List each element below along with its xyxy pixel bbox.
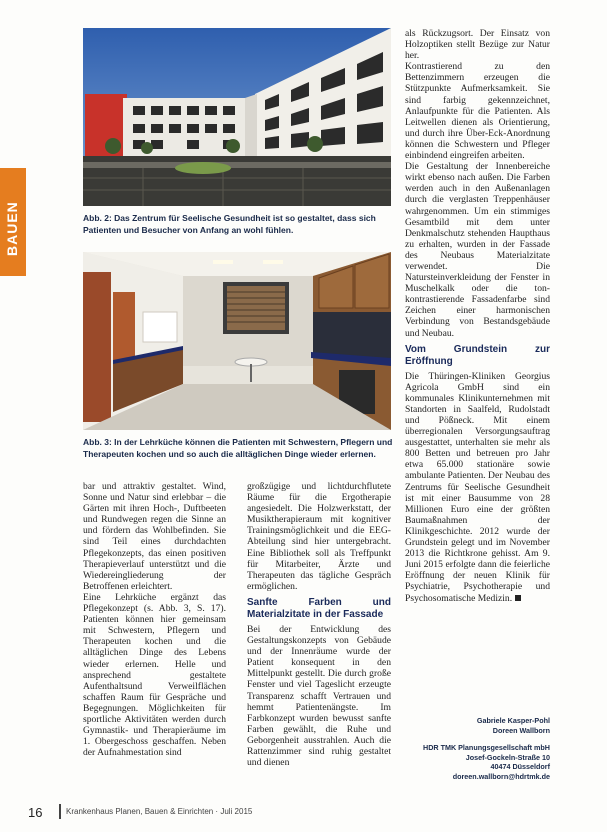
section-heading-colors: Sanfte Farben und Materialzitate in der Fassade	[247, 596, 391, 620]
paragraph-text: Die Thüringen-Kliniken Georgius Agricola GmbH sind ein kommunales Klinikunternehmen mit Standorten in Saalfeld, Rudolstadt und Pößneck. Mit einem überregionalen Versorgungsauftrag ausgestattet, unterhalten sie mehr als 800 Betten und betreuen pro Jahr etwa 65.000 stationäre sowie ambulante Patienten. Der Neubau des Zentrums für Seelische Gesundheit ist mit einer Bausumme von 28 Millionen Euro eine der größten Baumaßnahmen der Klinikgeschichte. 2012 wurde der Grundstein gelegt und im November 2013 die Richtkrone gehisst. Am 9. Juni 2015 erfolgte dann die feierliche Eröffnung der neuen Klinik für Psychiatrie, Psychotherapie und Psychosomatische Medizin.	[405, 370, 550, 604]
paragraph	[405, 371, 550, 604]
author-line: Doreen Wallborn	[492, 725, 550, 735]
figure-3-caption: Abb. 3: In der Lehrküche können die Patienten mit Schwestern, Pflegern und Therapeuten kochen und so auch die alltäglichen Dinge wieder erlernen.	[83, 437, 393, 459]
paragraph: Kontrastierend zu den Bettenzimmern erzeugen die Stützpunkte Aufmerksamkeit. Sie sind farbig gekennzeichnet, Anlaufpunkte für die Patienten. Als Leitwellen dienen als Orientierung, und durch ihre Über-Eck-Anordnung können die Schwestern und Pfleger einbindend eingreifen arbeiten.	[405, 61, 550, 162]
address-line: HDR TMK Planungsgesellschaft mbH	[423, 743, 550, 752]
end-of-article-icon	[515, 595, 521, 601]
paragraph: Die Gestaltung der Innenbereiche wirkt ebenso nach außen. Die Farben werden auch in den Außenanlagen durch die verglasten Treppenhäuser wahrgenommen. Um ein stimmiges Gesamtbild mit dem unter Denkmalschutz stehenden Haupthaus zu erhalten, wurden in der Fassade des Neubaus Materialzitate verwendet. Die Natursteinverkleidung der Fenster in Muschelkalk oder die ton-kontrastierende Fassadenfarbe sind Zeichen einer harmonischen Verbindung von Bestandsgebäude und Neubau.	[405, 161, 550, 339]
author-address	[405, 743, 550, 781]
kitchen-photo	[83, 252, 391, 430]
address-line: Josef-Gockeln-Straße 10	[465, 752, 550, 762]
journal-name: Krankenhaus Planen, Bauen & Einrichten · Juli 2015	[66, 807, 253, 816]
text-column-2	[247, 481, 391, 768]
text-column-1	[83, 481, 226, 758]
text-column-3	[405, 28, 550, 604]
footer-divider	[59, 804, 61, 819]
figure-2-caption: Abb. 2: Das Zentrum für Seelische Gesundheit ist so gestaltet, dass sich Patienten und Besucher von Anfang an wohl fühlen.	[83, 213, 376, 235]
paragraph: Bei der Entwicklung des Gestaltungskonzepts von Gebäude und der Innenräume wurde der Patient konsequent in den Mittelpunkt gestellt. Die durch große Fenster und viel Tageslicht erzeugte Transparenz schafft Vertrauen und hemmt Patientenängste. Im Farbkonzept wurden bewusst sanfte Farben gewählt, die Ruhe und Geborgenheit ausstrahlen. Auch die Rattenzimmer sind ruhig gestaltet und dienen	[247, 623, 391, 769]
section-tab	[0, 168, 26, 276]
author-line: Gabriele Kasper-Pohl	[476, 716, 550, 725]
address-line: 40474 Düsseldorf	[490, 762, 550, 772]
paragraph: Eine Lehrküche ergänzt das Pflegekonzept (s. Abb. 3, S. 17). Patienten können hier gemeinsam mit Schwestern, Pflegern und Therapeuten kochen und die alltäglichen Dinge des Lebens wieder erlernen. Helle und ansprechend gestaltete Aufenthaltsund Verweilflächen schaffen Raum für Gespräche und Begegnungen. Möglichkeiten für sportliche Aktivitäten werden durch Gymnastik- und Therapieräume im 1. Obergeschoss geschaffen. Neben der Aufnahmestation sind	[83, 591, 226, 759]
building-exterior-illustration	[83, 28, 391, 206]
section-tab-label: BAUEN	[4, 201, 20, 256]
paragraph: großzügige und lichtdurchflutete Räume für die Ergotherapie angesiedelt. Die Holzwerkstatt, der Musiktherapieraum mit kognitiver Trainingsmöglichkeit und die EEG-Abteilung sind hier untergebracht. Eine Bibliothek soll als Treffpunkt für Mitarbeiter, Ärzte und Therapeuten das tägliche Gespräch ermöglichen.	[247, 481, 391, 592]
paragraph: als Rückzugsort. Der Einsatz von Holzoptiken stellt Bezüge zur Natur her.	[405, 28, 550, 62]
email-line: doreen.wallborn@hdrtmk.de	[452, 771, 550, 781]
author-names	[405, 716, 550, 735]
paragraph: bar und attraktiv gestaltet. Wind, Sonne und Natur sind erlebbar – die Gärten mit ihren Hoch-, Duftbeeten und Rundwegen regen die Sinne an und fördern das Wohlbefinden. Sie sind Teil eines durchdachten Pflegekonzepts, das einen positiven Therapieverlauf unterstützt und die Wiedereingliederung der Betroffenen erleichtert.	[83, 481, 226, 592]
section-heading-opening: Vom Grundstein zur Eröffnung	[405, 343, 550, 367]
kitchen-illustration	[83, 252, 391, 430]
page-number: 16	[28, 805, 43, 820]
building-exterior-photo	[83, 28, 391, 206]
